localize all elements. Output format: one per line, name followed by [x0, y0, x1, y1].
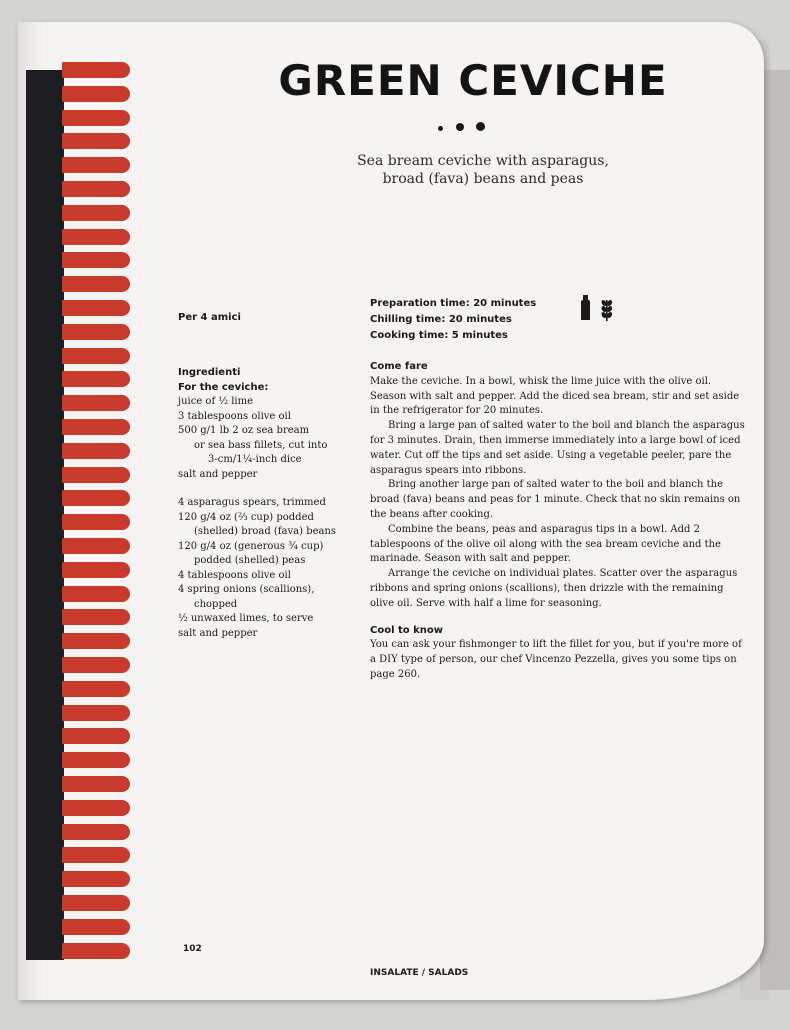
- ceviche-subheading: For the ceviche:: [178, 381, 269, 393]
- dot-large: [476, 122, 485, 131]
- ingredient-line: 4 tablespoons olive oil: [178, 569, 291, 581]
- method-step: Make the ceviche. In a bowl, whisk the lime juice with the olive oil. Season with salt and pepper. Add the diced sea bream, stir and set aside in the refrigerator for 20 minutes.: [370, 375, 740, 417]
- method-step: Bring another large pan of salted water to the boil and blanch the broad (fava) beans and peas for 1 minute. Check that no skin remains on the beans after cooking.: [370, 479, 741, 520]
- method-step: Bring a large pan of salted water to the boil and blanch the asparagus for 3 minutes. Drain, then immerse immediately into a large bowl of iced water. Cut off the tips and set aside. Using a vegetable peeler, pare the asparagus spears into ribbons.: [370, 420, 745, 476]
- ingredients-column: [178, 366, 378, 641]
- subtitle-line-1: Sea bream ceviche with asparagus,: [357, 153, 609, 169]
- recipe-title: GREEN CEVICHE: [278, 56, 668, 105]
- ingredient-line: salt and pepper: [178, 468, 258, 480]
- dot-small: [438, 126, 443, 131]
- ingredient-line: 120 g/4 oz (generous ¾ cup): [178, 540, 324, 552]
- ingredient-line: podded (shelled) peas: [194, 555, 306, 566]
- dietary-icons: [578, 294, 628, 324]
- dietary-icons-svg: [578, 294, 628, 324]
- page-content: [18, 22, 764, 1000]
- ingredient-line: ½ unwaxed limes, to serve: [178, 613, 314, 624]
- wheat-icon: [600, 299, 613, 321]
- ingredient-line: chopped: [194, 598, 238, 610]
- cook-time: Cooking time: 5 minutes: [370, 330, 508, 341]
- subtitle-line-2: broad (fava) beans and peas: [382, 171, 584, 187]
- ingredient-line: 500 g/1 lb 2 oz sea bream: [178, 425, 310, 436]
- recipe-subtitle: [318, 152, 648, 188]
- ingredient-line: 3-cm/1¼-inch dice: [208, 454, 302, 465]
- book-page: [18, 22, 764, 1000]
- serves-label: Per 4 amici: [178, 312, 241, 323]
- ingredient-line: juice of ½ lime: [178, 396, 254, 407]
- ingredient-line: (shelled) broad (fava) beans: [194, 526, 337, 537]
- bottle-icon: [581, 295, 590, 320]
- section-footer: INSALATE / SALADS: [370, 968, 469, 978]
- dot-medium: [456, 123, 464, 131]
- method-step: Combine the beans, peas and asparagus tips in a bowl. Add 2 tablespoons of the olive oil along with the sea bream ceviche and the marinade. Season with salt and pepper.: [370, 523, 721, 565]
- method-column: [370, 360, 750, 683]
- spacer: [178, 482, 378, 496]
- ingredient-line: or sea bass fillets, cut into: [194, 439, 328, 451]
- ingredient-line: 120 g/4 oz (⅔ cup) podded: [178, 511, 314, 523]
- method-heading: Come fare: [370, 361, 428, 372]
- tip-text: You can ask your fishmonger to lift the fillet for you, but if you're more of a DIY type of person, our chef Vincenzo Pezzella, gives you some tips on page 260.: [370, 639, 742, 680]
- tip-heading: Cool to know: [370, 624, 443, 636]
- backdrop-edge-dark: [760, 70, 790, 990]
- ingredient-line: 4 spring onions (scallions),: [178, 584, 315, 595]
- page-number: 102: [183, 944, 202, 954]
- method-step: Arrange the ceviche on individual plates. Scatter over the asparagus ribbons and spring onions (scallions), then drizzle with the remaining olive oil. Serve with half a lime for seasoning.: [370, 568, 738, 609]
- ingredients-heading: Ingredienti: [178, 367, 241, 378]
- three-dots-difficulty-icon: [436, 120, 496, 134]
- chill-time: Chilling time: 20 minutes: [370, 314, 512, 325]
- timing-block: [370, 296, 570, 344]
- ingredient-line: 3 tablespoons olive oil: [178, 410, 291, 422]
- ingredient-line: 4 asparagus spears, trimmed: [178, 497, 326, 508]
- prep-time: Preparation time: 20 minutes: [370, 298, 537, 309]
- ingredient-line: salt and pepper: [178, 627, 258, 639]
